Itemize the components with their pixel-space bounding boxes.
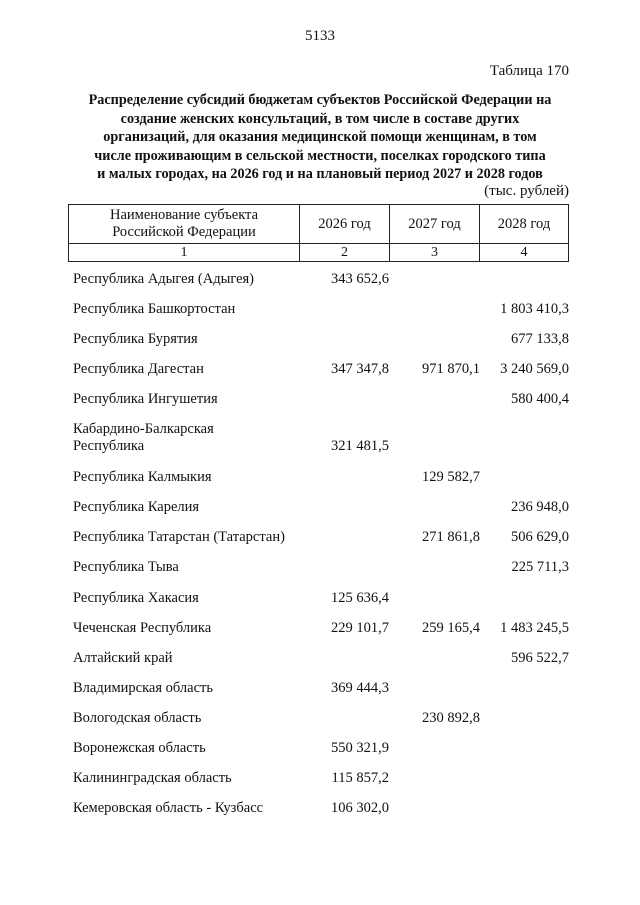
row-subject-name: Владимирская область xyxy=(73,680,213,696)
row-value-2027: 129 582,7 xyxy=(422,469,480,485)
row-subject-name: Республика Башкортостан xyxy=(73,301,236,317)
row-subject-name: Республика Калмыкия xyxy=(73,469,212,485)
header-2028: 2028 год xyxy=(480,205,569,244)
row-value-2028: 596 522,7 xyxy=(511,650,569,666)
title-line: создание женских консультаций, в том числе в составе других xyxy=(120,110,520,127)
row-subject-name: Республика Тыва xyxy=(73,559,179,575)
row-value-2026: 550 321,9 xyxy=(331,740,389,756)
row-subject-name: Кемеровская область - Кузбасс xyxy=(73,800,264,816)
title-line: организаций, для оказания медицинской помощи женщинам, в том xyxy=(103,129,537,146)
title-line: числе проживающим в сельской местности, поселках городского типа xyxy=(94,147,546,164)
row-subject-name-line1: Кабардино-Балкарская xyxy=(73,421,214,437)
row-subject-name: Республика Карелия xyxy=(73,499,200,515)
row-value-2028: 677 133,8 xyxy=(511,331,569,347)
table-header xyxy=(68,204,569,262)
header-2027: 2027 год xyxy=(390,205,480,244)
row-value-2026: 106 302,0 xyxy=(331,800,389,816)
row-value-2028: 1 803 410,3 xyxy=(500,301,569,317)
row-value-2026: 125 636,4 xyxy=(331,590,389,606)
header-subject-name xyxy=(69,205,300,244)
header-2026: 2026 год xyxy=(300,205,390,244)
row-value-2028: 3 240 569,0 xyxy=(500,361,569,377)
row-subject-name: Республика Бурятия xyxy=(73,331,198,347)
table-title xyxy=(66,91,574,184)
table-label: Таблица 170 xyxy=(489,63,569,79)
row-subject-name: Алтайский край xyxy=(73,650,173,666)
row-value-2028: 1 483 245,5 xyxy=(500,620,569,636)
row-subject-name: Воронежская область xyxy=(73,740,206,756)
row-subject-name: Чеченская Республика xyxy=(73,620,212,636)
row-value-2028: 580 400,4 xyxy=(511,391,569,407)
header-name-line2: Российской Федерации xyxy=(112,224,256,240)
row-value-2027: 971 870,1 xyxy=(422,361,480,377)
title-line: и малых городах, на 2026 год и на плановый период 2027 и 2028 годов xyxy=(97,166,543,183)
row-subject-name: Республика Хакасия xyxy=(73,590,199,606)
row-value-2027: 271 861,8 xyxy=(422,529,480,545)
row-value-2026: 347 347,8 xyxy=(331,361,389,377)
header-name-line1: Наименование субъекта xyxy=(109,207,259,223)
row-value-2026: 229 101,7 xyxy=(331,620,389,636)
units-label: (тыс. рублей) xyxy=(484,183,569,199)
column-number: 1 xyxy=(69,244,300,262)
row-subject-name-line2: Республика xyxy=(73,438,145,454)
row-value-2027: 230 892,8 xyxy=(422,710,480,726)
row-value-2028: 506 629,0 xyxy=(511,529,569,545)
column-number: 4 xyxy=(480,244,569,262)
row-value-2026: 321 481,5 xyxy=(331,438,389,454)
row-value-2026: 369 444,3 xyxy=(331,680,389,696)
page-number: 5133 xyxy=(305,28,335,44)
row-value-2028: 225 711,3 xyxy=(511,559,569,575)
row-value-2026: 343 652,6 xyxy=(331,271,389,287)
column-number: 3 xyxy=(390,244,480,262)
row-value-2027: 259 165,4 xyxy=(422,620,480,636)
row-subject-name xyxy=(73,421,303,455)
row-value-2028: 236 948,0 xyxy=(511,499,569,515)
row-subject-name: Калининградская область xyxy=(73,770,232,786)
row-subject-name: Вологодская область xyxy=(73,710,202,726)
row-subject-name: Республика Адыгея (Адыгея) xyxy=(73,271,255,287)
row-value-2026: 115 857,2 xyxy=(331,770,389,786)
row-subject-name: Республика Дагестан xyxy=(73,361,204,377)
title-line: Распределение субсидий бюджетам субъектов Российской Федерации на xyxy=(88,92,552,108)
column-number: 2 xyxy=(300,244,390,262)
row-subject-name: Республика Ингушетия xyxy=(73,391,218,407)
row-subject-name: Республика Татарстан (Татарстан) xyxy=(73,529,285,545)
table-row xyxy=(0,421,640,455)
